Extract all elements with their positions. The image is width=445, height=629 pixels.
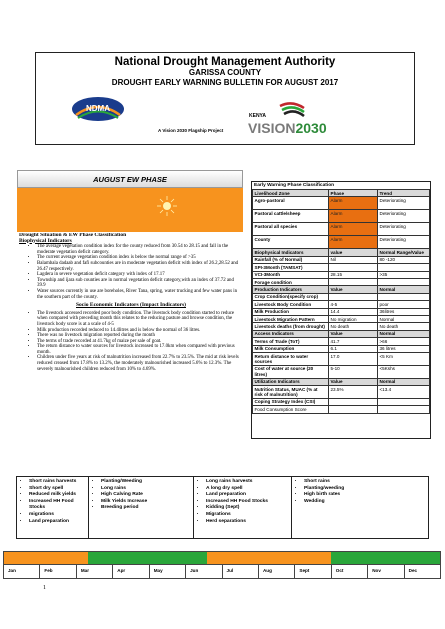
phase-cell: Alarm: [329, 236, 378, 249]
season-box-jan-mar: [17, 477, 89, 538]
phase-cell: Alarm: [329, 197, 378, 210]
table-cell: Biophysical Indicators: [253, 249, 329, 256]
list-item: • migrations: [29, 512, 88, 519]
table-cell: Pastoral cattle/sheep: [253, 210, 329, 223]
table-row: [253, 293, 430, 300]
season-segment: [88, 552, 208, 564]
table-cell: Trend: [378, 190, 430, 197]
table-cell: County: [253, 236, 329, 249]
table-cell: 80 -120: [378, 256, 430, 263]
table-row: [253, 197, 430, 210]
list-item: • Lagdera in severe vegetation deficit category with index of 17.17: [37, 272, 243, 278]
month-label: Sept: [295, 565, 331, 578]
table-cell: Forage condition: [253, 279, 329, 286]
page-number: 1: [43, 585, 46, 591]
table-cell: [378, 279, 430, 286]
table-cell: Deteriorating: [378, 210, 430, 223]
table-cell: [378, 406, 430, 413]
flagship-text: A Vision 2030 Flagship Project: [158, 128, 224, 133]
list-item: • Short dry spell: [29, 486, 88, 493]
table-row: [253, 398, 430, 405]
table-cell: Utilization Indicators: [253, 378, 329, 385]
table-cell: Value: [329, 286, 378, 293]
table-cell: VCI-3Month: [253, 271, 329, 278]
county-name: GARISSA COUNTY: [188, 68, 262, 77]
table-cell: Agro-pastoral: [253, 197, 329, 210]
table-cell: [378, 398, 430, 405]
table-header-row: [253, 249, 430, 256]
socio-economic-list: [19, 311, 243, 373]
list-item: • Children under five years at risk of malnutrition increased from 22.7% to 23.5%. The mid at risk levels reduced creased from 17.8% to 13.2%, the moderately malnourished increased 5.6% to 12.3%. The severely malnourished children reduced from 10% to 4.69%.: [37, 355, 243, 372]
ndma-logo: [70, 95, 126, 125]
table-row: [253, 210, 430, 223]
list-item: • Milk production recorded reduced to 14.4litres and is below the normal of 36 litres.: [37, 328, 243, 334]
list-item: • Reduced milk yields: [29, 492, 88, 499]
season-box-apr-jun: [89, 477, 194, 538]
table-cell: [329, 279, 378, 286]
table-title: Early Warning Phase Classification: [254, 183, 335, 188]
table-header-row: [253, 286, 430, 293]
authority-title: National Drought Management Authority: [114, 56, 336, 68]
month-label: Aug: [259, 565, 295, 578]
list-item: • Land preparation: [29, 519, 88, 526]
table-header-row: [253, 330, 430, 337]
table-cell: Normal: [378, 316, 430, 323]
month-label: Apr: [113, 565, 149, 578]
table-cell: Rainfall (% of Normal): [253, 256, 329, 263]
table-row: [253, 323, 430, 330]
list-item: • Short rains harvests: [29, 479, 88, 486]
drought-situation-section: [19, 233, 243, 475]
table-row: [253, 256, 430, 263]
biophysical-heading: Biophysical Indicators: [19, 237, 72, 244]
list-item: • Increased HH Food Stocks: [206, 499, 291, 506]
list-item: • Herd separations: [206, 519, 291, 526]
table-cell: <5Kshs: [378, 365, 430, 378]
phase-banner: AUGUST EW PHASE: [17, 170, 243, 188]
season-segment: [331, 552, 440, 564]
table-cell: 6.1: [329, 345, 378, 352]
table-row: [253, 279, 430, 286]
list-item: • Milk Yields Increase: [101, 499, 193, 506]
list-item: • Increased HH Food Stocks: [29, 499, 88, 512]
vision-word: VISION: [248, 120, 296, 136]
table-cell: Normal: [378, 286, 430, 293]
table-cell: No death: [329, 323, 378, 330]
table-cell: 17.0: [329, 353, 378, 366]
list-item: • Balambala dadaab and fafi subcounties are in moderate vegetation deficit with index of 26.2,28.52 and 26.47 respectively.: [37, 261, 243, 272]
vision-year: 2030: [295, 120, 327, 136]
table-cell: SPI-3Month (TAMSAT): [253, 264, 329, 271]
table-cell: No death: [378, 323, 430, 330]
table-cell: <13.4: [378, 386, 430, 399]
table-cell: 41.7: [329, 338, 378, 345]
table-row: [253, 316, 430, 323]
table-cell: 4-5: [329, 301, 378, 308]
table-cell: Food Consumption Score: [253, 406, 329, 413]
calendar-months: [3, 565, 441, 579]
list-item: • Short rains: [304, 479, 428, 486]
bulletin-title: DROUGHT EARLY WARNING BULLETIN FOR AUGUST 2017: [111, 78, 339, 87]
table-cell: Deteriorating: [378, 223, 430, 236]
season-box-oct-dec: [292, 477, 428, 538]
list-item: • The terms of trade recorded at 41.7kg of maize per sale of goat.: [37, 339, 243, 345]
list-item: • The average vegetation condition index for the county reduced from 30.54 to 28.15 and fall in the moderate vegetation deficit category.: [37, 244, 243, 255]
table-header-row: [253, 190, 430, 197]
table-cell: Coping Strategy Index (CSI): [253, 398, 329, 405]
table-cell: Pastoral all species: [253, 223, 329, 236]
list-item: • Long rains harvests: [206, 479, 291, 486]
table-row: [253, 264, 430, 271]
table-cell: 23.5%: [329, 386, 378, 399]
table-cell: Deteriorating: [378, 236, 430, 249]
table-cell: Value: [329, 378, 378, 385]
biophysical-list: [19, 244, 243, 300]
table-row: [253, 365, 430, 378]
table-cell: Normal: [378, 378, 430, 385]
table-row: [253, 353, 430, 366]
sun-graphic: [17, 188, 243, 232]
table-row: [253, 406, 430, 413]
list-item: • Long rains: [101, 486, 193, 493]
table-cell: Production Indicators: [253, 286, 329, 293]
month-label: Dec: [408, 568, 418, 573]
season-color-bar: [3, 551, 441, 565]
list-item: • Wedding: [304, 499, 428, 506]
table-cell: <5 Km: [378, 353, 430, 366]
table-cell: Normal: [378, 330, 430, 337]
table-cell: 14.4: [329, 308, 378, 315]
table-cell: poor: [378, 301, 430, 308]
table-cell: No migration: [329, 316, 378, 323]
table-row: [253, 271, 430, 278]
seasonal-activities: [16, 476, 429, 539]
table-cell: 5-10: [329, 365, 378, 378]
list-item: • The livestock accessed recorded poor body condition. The livestock body condition started to reduce when compared with preceding month this relates to the reducing pasture and browse condition, the livestock body score is at a scale of 4-5: [37, 311, 243, 328]
list-item: • The current average vegetation condition index is below the normal range of >35: [37, 255, 243, 261]
table-cell: [329, 264, 378, 271]
month-label: Mar: [77, 565, 113, 578]
month-label: Feb: [40, 565, 76, 578]
socio-economic-heading: Socio Economic Indicators (Impact Indicators): [76, 302, 186, 309]
table-row: [253, 236, 430, 249]
month-label: Jul: [223, 565, 259, 578]
table-row: [253, 386, 430, 399]
table-cell: [329, 406, 378, 413]
list-item: • Land preparation: [206, 492, 291, 499]
table-row: [253, 223, 430, 236]
table-cell: Milk Consumption: [253, 345, 329, 352]
table-cell: Livestock Body Condition: [253, 301, 329, 308]
list-item: • There was no livestock migration reported during the month: [37, 333, 243, 339]
month-label: Jun: [186, 565, 222, 578]
list-item: • Township and ijara sub counties are in normal vegetation deficit category,with an index of 37.72 and 39.9: [37, 278, 243, 289]
table-cell: [378, 293, 430, 300]
list-item: • A long dry spell: [206, 486, 291, 493]
table-row: [253, 345, 430, 352]
table-cell: [378, 264, 430, 271]
table-cell: Deteriorating: [378, 197, 430, 210]
ndma-logo-text: NDMA: [86, 104, 110, 113]
month-label: May: [150, 565, 186, 578]
list-item: • Migrations: [206, 512, 291, 519]
table-cell: Livestock Migration Pattern: [253, 316, 329, 323]
season-segment: [207, 552, 331, 564]
vision-label: [248, 120, 327, 136]
season-box-jul-sep: [194, 477, 292, 538]
month-label: Nov: [368, 565, 404, 578]
table-cell: >35: [378, 271, 430, 278]
alarm-phase-color-strip: [17, 188, 243, 232]
table-row: [253, 308, 430, 315]
list-item: • Water sources currently in use are boreholes, River Tana, spring, water trucking and few water pans in the southern part of the county.: [37, 289, 243, 300]
table-cell: Milk Production: [253, 308, 329, 315]
table-cell: Value: [329, 330, 378, 337]
table-cell: [329, 398, 378, 405]
table-cell: value: [329, 249, 378, 256]
table-cell: Normal Range/Value: [378, 249, 430, 256]
table-cell: Nil: [329, 256, 378, 263]
table-cell: [329, 293, 378, 300]
table-cell: >66: [378, 338, 430, 345]
phase-cell: Alarm: [329, 210, 378, 223]
list-item: • Planting/weeding: [304, 486, 428, 493]
kenya-label: KENYA: [249, 113, 267, 119]
table-cell: Crop Condition(specify crop): [253, 293, 329, 300]
month-label: Oct: [332, 565, 368, 578]
list-item: • Kidding (Sept): [206, 505, 291, 512]
table-cell: Livestock deaths (from drought): [253, 323, 329, 330]
table-cell: Nutrition Status, MUAC (% at risk of malnutrition): [253, 386, 329, 399]
table-cell: Access Indicators: [253, 330, 329, 337]
list-item: • High Calving Rate: [101, 492, 193, 499]
list-item: • High birth rates: [304, 492, 428, 499]
table-cell: Phase: [329, 190, 378, 197]
table-row: [253, 301, 430, 308]
ew-classification-table-box: [251, 181, 431, 439]
table-cell: 36litres: [378, 308, 430, 315]
table-cell: Cost of water at source (20 litres): [253, 365, 329, 378]
ew-classification-table: [252, 189, 430, 414]
table-cell: Livelihood Zone: [253, 190, 329, 197]
season-segment: [4, 552, 88, 564]
table-row: [253, 338, 430, 345]
list-item: • Planting/Weeding: [101, 479, 193, 486]
table-cell: 28.15: [329, 271, 378, 278]
month-label: Jan: [4, 565, 40, 578]
list-item: • The return distance to water sources for livestock increased to 17.0km when compared with previous month.: [37, 344, 243, 355]
table-cell: Terms of Trade (ToT): [253, 338, 329, 345]
table-cell: Return distance to water sources: [253, 353, 329, 366]
table-header-row: [253, 378, 430, 385]
seasonal-calendar: [3, 551, 441, 581]
list-item: • Breeding period: [101, 505, 193, 512]
table-cell: 36 litres: [378, 345, 430, 352]
phase-cell: Alarm: [329, 223, 378, 236]
section-title: Drought Situation & EW Phase Classification: [19, 233, 127, 238]
